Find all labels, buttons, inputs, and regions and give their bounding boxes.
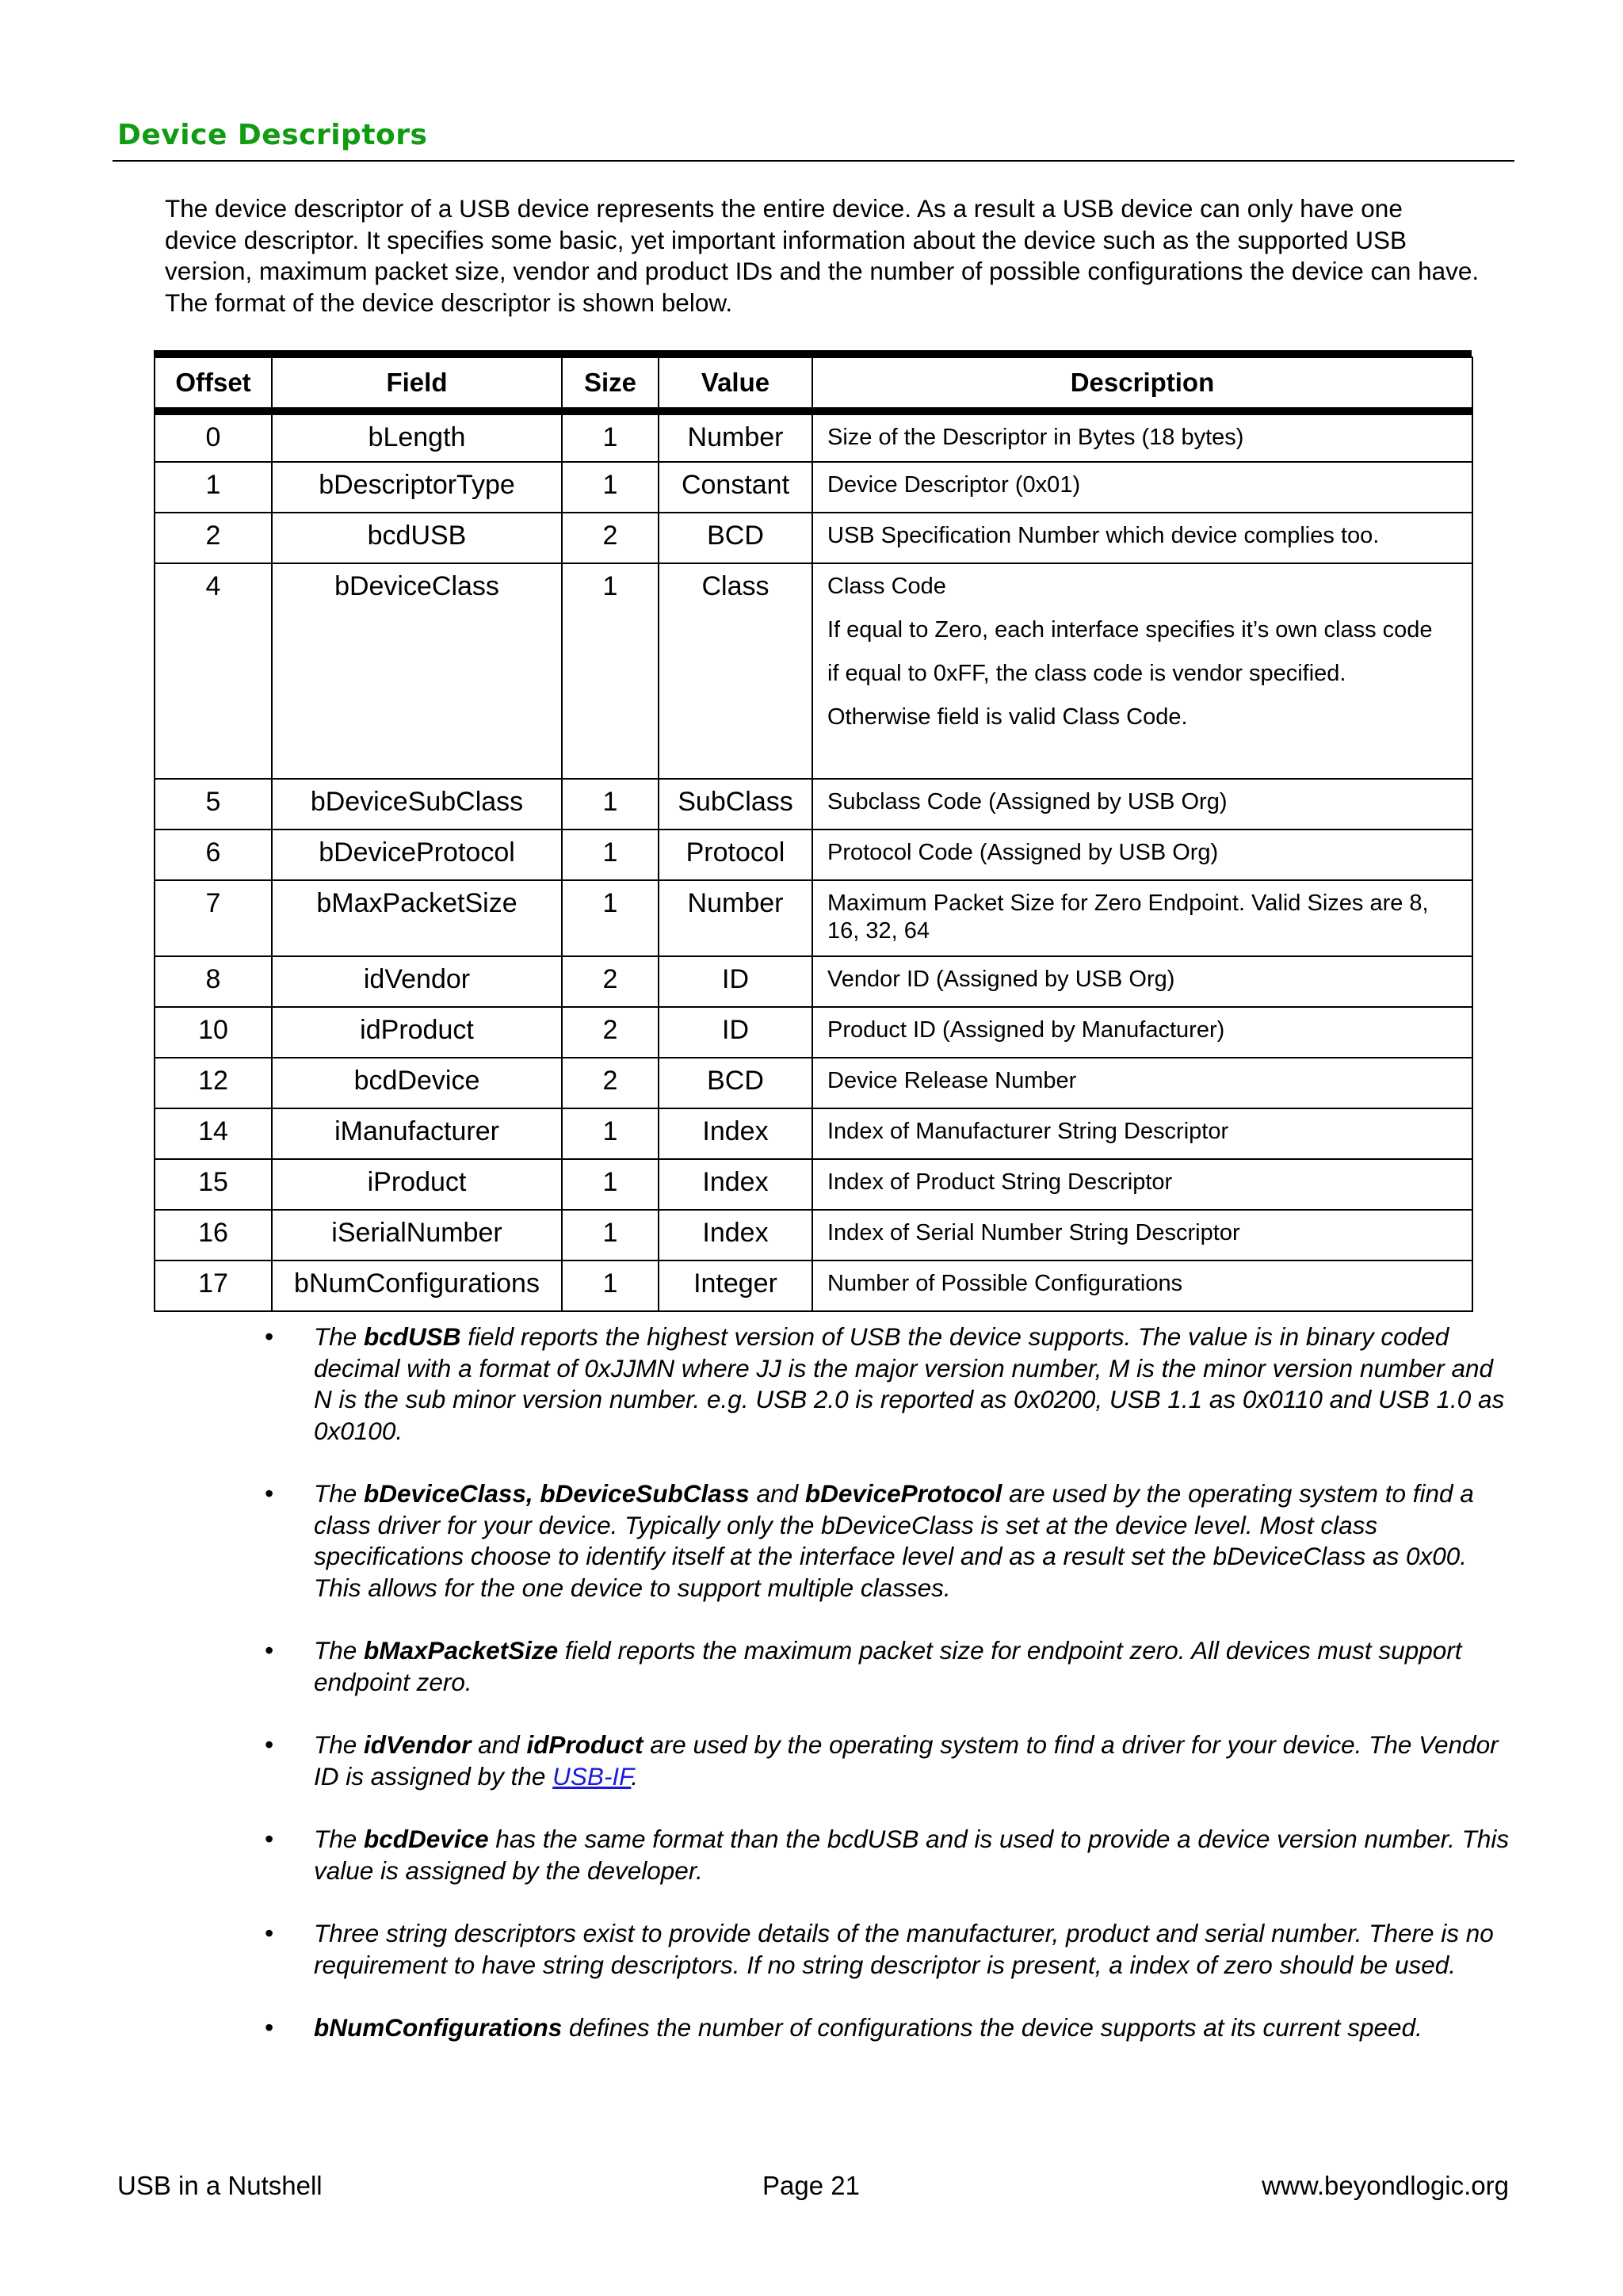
cell-size: 1 — [562, 1261, 659, 1311]
bullet-text: The — [314, 1730, 365, 1759]
description-line: Device Release Number — [827, 1068, 1077, 1093]
cell-field: iSerialNumber — [272, 1210, 562, 1261]
cell-value: BCD — [659, 1058, 812, 1108]
cell-value: Index — [659, 1210, 812, 1261]
cell-size: 2 — [562, 513, 659, 563]
cell-size: 1 — [562, 462, 659, 513]
description-line: Index of Manufacturer String Descriptor — [827, 1119, 1229, 1144]
bullet-item — [265, 2012, 1517, 2044]
cell-size: 1 — [562, 880, 659, 956]
cell-offset: 4 — [155, 563, 272, 779]
bullet-field-name: bDeviceClass, bDeviceSubClass — [364, 1479, 750, 1508]
bullet-dot-icon: • — [265, 1919, 274, 1947]
cell-description — [812, 1261, 1472, 1311]
cell-field: bMaxPacketSize — [272, 880, 562, 956]
table-row — [155, 563, 1472, 779]
cell-offset: 12 — [155, 1058, 272, 1108]
cell-field: bcdDevice — [272, 1058, 562, 1108]
bullet-item — [265, 1478, 1517, 1604]
table-row — [155, 1108, 1472, 1159]
table-row — [155, 1058, 1472, 1108]
bullet-text: defines the number of configurations the device supports at its current speed. — [562, 2013, 1423, 2042]
description-line: Maximum Packet Size for Zero Endpoint. Valid Sizes are 8, 16, 32, 64 — [827, 891, 1429, 944]
cell-field: bDeviceSubClass — [272, 779, 562, 830]
cell-size: 1 — [562, 1159, 659, 1210]
bullet-text: Three string descriptors exist to provide details of the manufacturer, product and serial number. There is no requirement to have string descriptors. If no string descriptor is present, a index of zero should be used. — [314, 1919, 1494, 1979]
bullet-text: The — [314, 1825, 365, 1853]
bullet-item — [265, 1730, 1517, 1792]
bullet-text: The — [314, 1322, 365, 1351]
cell-description — [812, 1108, 1472, 1159]
cell-value: ID — [659, 956, 812, 1007]
description-line: Number of Possible Configurations — [827, 1271, 1183, 1296]
title-rule — [113, 160, 1514, 162]
description-line: Subclass Code (Assigned by USB Org) — [827, 789, 1228, 814]
cell-description — [812, 563, 1472, 779]
cell-value: ID — [659, 1007, 812, 1058]
cell-field: idVendor — [272, 956, 562, 1007]
cell-offset: 10 — [155, 1007, 272, 1058]
table-row — [155, 779, 1472, 830]
header-value: Value — [659, 357, 812, 411]
usb-if-link[interactable]: USB-IF — [552, 1761, 632, 1791]
bullet-item — [265, 1322, 1517, 1447]
cell-description — [812, 462, 1472, 513]
table-row — [155, 956, 1472, 1007]
notes-bullet-list — [265, 1322, 1517, 2076]
cell-offset: 17 — [155, 1261, 272, 1311]
table-top-rule — [154, 350, 1472, 357]
description-line: Size of the Descriptor in Bytes (18 bytes) — [827, 425, 1244, 450]
cell-offset: 0 — [155, 411, 272, 462]
cell-size: 2 — [562, 956, 659, 1007]
table-row — [155, 411, 1472, 462]
description-line: Index of Serial Number String Descriptor — [827, 1220, 1240, 1245]
cell-field: bDescriptorType — [272, 462, 562, 513]
cell-size: 1 — [562, 779, 659, 830]
header-offset: Offset — [155, 357, 272, 411]
cell-field: bDeviceClass — [272, 563, 562, 779]
bullet-text: The — [314, 1636, 365, 1665]
cell-description — [812, 513, 1472, 563]
bullet-dot-icon: • — [265, 2013, 274, 2042]
bullet-text: and — [749, 1479, 805, 1508]
cell-size: 1 — [562, 1108, 659, 1159]
cell-size: 1 — [562, 411, 659, 462]
bullet-text: field reports the highest version of USB the device supports. The value is in binary coded decimal with a format of 0xJJMN where JJ is the major version number, M is the minor version number and N is the sub minor version number. e.g. USB 2.0 is reported as 0x0200, USB 1.1 as 0x0110 and USB 1.0 as 0x0100. — [314, 1322, 1505, 1445]
intro-paragraph: The device descriptor of a USB device represents the entire device. As a result a USB device can only have one device descriptor. It specifies some basic, yet important information about the device such as the supported USB version, maximum packet size, vendor and product IDs and the number of possible configurations the device can have. The format of the device descriptor is shown below. — [165, 194, 1480, 317]
section-title: Device Descriptors — [117, 119, 428, 151]
cell-offset: 5 — [155, 779, 272, 830]
cell-size: 1 — [562, 1210, 659, 1261]
cell-value: Index — [659, 1159, 812, 1210]
cell-field: bcdUSB — [272, 513, 562, 563]
cell-value: SubClass — [659, 779, 812, 830]
bullet-text: and — [471, 1730, 527, 1759]
cell-description — [812, 830, 1472, 880]
footer-website: www.beyondlogic.org — [1262, 2171, 1509, 2200]
header-field: Field — [272, 357, 562, 411]
cell-field: iManufacturer — [272, 1108, 562, 1159]
table-row — [155, 1159, 1472, 1210]
bullet-dot-icon: • — [265, 1825, 274, 1853]
cell-field: bLength — [272, 411, 562, 462]
bullet-text: are used by the operating system to find a driver for your device. The Vendor ID is assigned by the — [314, 1730, 1499, 1791]
cell-field: iProduct — [272, 1159, 562, 1210]
header-size: Size — [562, 357, 659, 411]
bullet-item — [265, 1824, 1517, 1886]
cell-offset: 16 — [155, 1210, 272, 1261]
bullet-field-name: idVendor — [364, 1730, 472, 1759]
bullet-field-name: bMaxPacketSize — [364, 1636, 559, 1665]
description-line: If equal to Zero, each interface specifies it’s own class code — [827, 617, 1433, 643]
bullet-item — [265, 1635, 1517, 1698]
description-line: USB Specification Number which device complies too. — [827, 523, 1380, 548]
footer-title: USB in a Nutshell — [117, 2171, 323, 2200]
table-row — [155, 1007, 1472, 1058]
cell-description — [812, 411, 1472, 462]
cell-offset: 14 — [155, 1108, 272, 1159]
descriptor-table-wrap — [154, 350, 1472, 1312]
cell-value: Index — [659, 1108, 812, 1159]
cell-value: Constant — [659, 462, 812, 513]
table-row — [155, 1210, 1472, 1261]
cell-offset: 8 — [155, 956, 272, 1007]
bullet-field-name: bDeviceProtocol — [804, 1479, 1002, 1508]
cell-field: idProduct — [272, 1007, 562, 1058]
table-header-row — [155, 357, 1472, 411]
description-line: Vendor ID (Assigned by USB Org) — [827, 967, 1175, 992]
cell-size: 2 — [562, 1058, 659, 1108]
bullet-field-name: bNumConfigurations — [314, 2013, 563, 2042]
cell-description — [812, 956, 1472, 1007]
bullet-dot-icon: • — [265, 1636, 274, 1665]
bullet-text: are used by the operating system to find a class driver for your device. Typically only the bDeviceClass is set at the device level. Most class specifications choose to identify itself at the interface level and as a result set the bDeviceClass as 0x00. This allows for the one device to support multiple classes. — [314, 1479, 1474, 1602]
cell-offset: 6 — [155, 830, 272, 880]
description-line: Class Code — [827, 574, 946, 599]
table-row — [155, 513, 1472, 563]
bullet-text: The — [314, 1479, 365, 1508]
cell-description — [812, 1007, 1472, 1058]
table-body — [155, 411, 1472, 1311]
cell-offset: 15 — [155, 1159, 272, 1210]
table-row — [155, 1261, 1472, 1311]
cell-description — [812, 1058, 1472, 1108]
cell-value: Integer — [659, 1261, 812, 1311]
cell-value: BCD — [659, 513, 812, 563]
description-line: Product ID (Assigned by Manufacturer) — [827, 1017, 1225, 1043]
header-description: Description — [812, 357, 1472, 411]
cell-size: 1 — [562, 830, 659, 880]
cell-description — [812, 880, 1472, 956]
cell-size: 1 — [562, 563, 659, 779]
description-line: if equal to 0xFF, the class code is vendor specified. — [827, 661, 1346, 686]
description-line: Device Descriptor (0x01) — [827, 472, 1081, 498]
device-descriptor-table — [154, 357, 1473, 1312]
description-line: Protocol Code (Assigned by USB Org) — [827, 840, 1219, 865]
bullet-text: field reports the maximum packet size for endpoint zero. All devices must support endpoint zero. — [314, 1636, 1462, 1696]
cell-offset: 7 — [155, 880, 272, 956]
cell-field: bDeviceProtocol — [272, 830, 562, 880]
cell-value: Number — [659, 880, 812, 956]
cell-value: Class — [659, 563, 812, 779]
cell-description — [812, 1210, 1472, 1261]
bullet-text: . — [631, 1761, 639, 1791]
bullet-field-name: idProduct — [526, 1730, 643, 1759]
footer-page-number: Page 21 — [762, 2171, 860, 2200]
bullet-text: has the same format than the bcdUSB and is used to provide a device version number. This value is assigned by the developer. — [314, 1825, 1510, 1885]
cell-offset: 2 — [155, 513, 272, 563]
cell-field: bNumConfigurations — [272, 1261, 562, 1311]
table-row — [155, 462, 1472, 513]
cell-description — [812, 779, 1472, 830]
cell-size: 2 — [562, 1007, 659, 1058]
bullet-dot-icon: • — [265, 1479, 274, 1508]
cell-description — [812, 1159, 1472, 1210]
bullet-field-name: bcdUSB — [364, 1322, 461, 1351]
bullet-item — [265, 1918, 1517, 1981]
description-line: Index of Product String Descriptor — [827, 1169, 1173, 1195]
cell-value: Protocol — [659, 830, 812, 880]
table-row — [155, 830, 1472, 880]
table-row — [155, 880, 1472, 956]
bullet-dot-icon: • — [265, 1322, 274, 1351]
cell-value: Number — [659, 411, 812, 462]
description-line: Otherwise field is valid Class Code. — [827, 704, 1188, 730]
bullet-field-name: bcdDevice — [364, 1825, 489, 1853]
bullet-dot-icon: • — [265, 1730, 274, 1759]
cell-offset: 1 — [155, 462, 272, 513]
